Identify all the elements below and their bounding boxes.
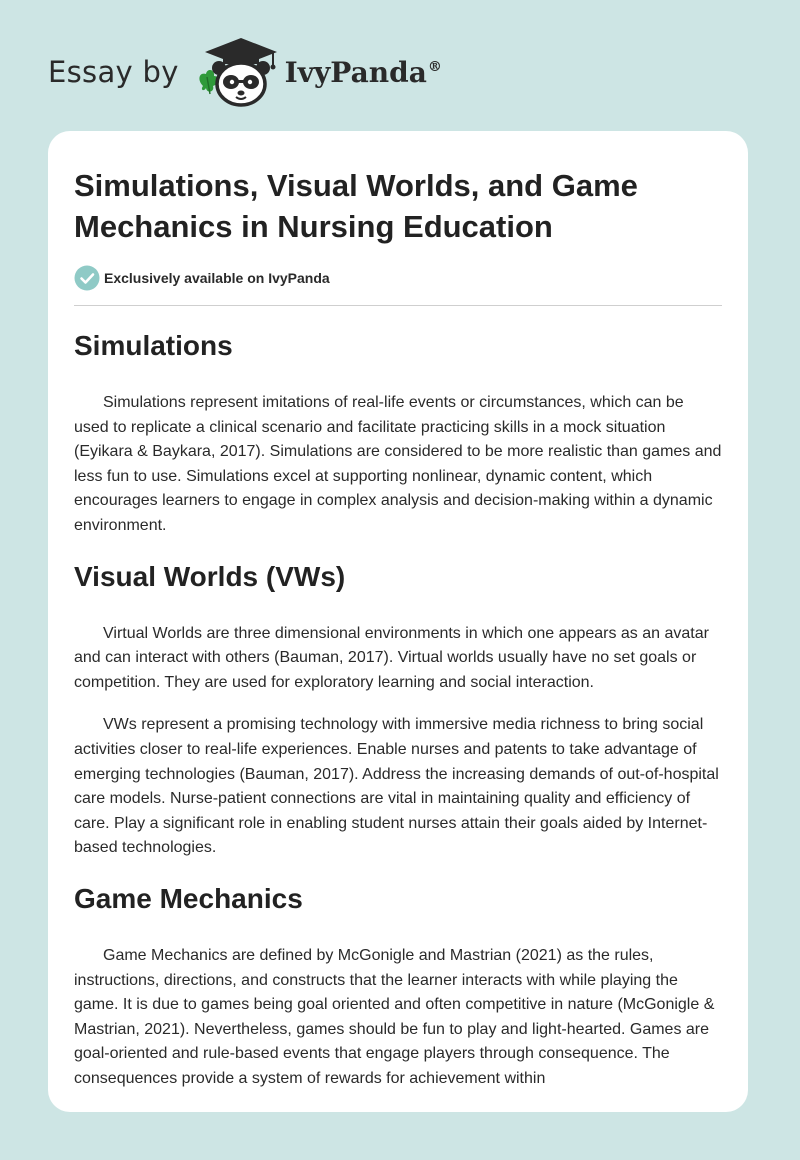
article-card	[48, 131, 748, 1112]
divider	[74, 305, 722, 306]
section-visual-worlds	[74, 561, 722, 861]
essay-by-label: Essay by	[48, 55, 179, 89]
exclusive-label: Exclusively available on IvyPanda	[104, 270, 330, 286]
paragraph: VWs represent a promising technology with immersive media richness to bring social activities closer to real-life experiences. Enable nurses and patents to take advantage of emerging technologies (Bauman, 2017). Address the increasing demands of out-of-hospital care models. Nurse-patient connections are vital in maintaining quality and efficiency of care. Play a significant role in enabling student nurses attain their goals aided by Internet-based technologies.	[74, 716, 719, 857]
paragraph: Simulations represent imitations of real-life events or circumstances, which can be used to replicate a clinical scenario and facilitate practicing skills in a mock situation (Eyikara & Baykara, 2017). Simulations are considered to be more realistic than games and less fun to use. Simulations excel at supporting nonlinear, dynamic content, which encourages learners to engage in complex analysis and decision-making within a dynamic environment.	[74, 394, 722, 534]
section-game-mechanics	[74, 883, 722, 1092]
paragraph: Game Mechanics are defined by McGonigle and Mastrian (2021) as the rules, instructions, directions, and constructs that the learner interacts with while playing the game. It is due to games being goal oriented and often competitive in nature (McGonigle & Mastrian, 2021). Nevertheless, games should be fun to play and light-hearted. Games are goal-oriented and rule-based events that engage players through consequence. The consequences provide a system of rewards for achievement within	[74, 946, 715, 1087]
section-heading: Game Mechanics	[74, 882, 303, 914]
paragraph: Virtual Worlds are three dimensional environments in which one appears as an avatar and can interact with others (Bauman, 2017). Virtual worlds usually have no set goals or competition. They are used for exploratory learning and social interaction.	[74, 624, 709, 691]
exclusive-badge	[74, 265, 722, 291]
section-heading: Visual Worlds (VWs)	[74, 560, 346, 592]
brand-name[interactable]: IvyPanda®	[284, 55, 442, 89]
section-heading: Simulations	[74, 330, 233, 361]
panda-graduate-icon[interactable]	[195, 36, 277, 108]
section-simulations	[74, 330, 722, 539]
check-circle-icon	[74, 265, 100, 291]
site-header	[48, 36, 442, 108]
registered-mark: ®	[427, 59, 442, 76]
page-title: Simulations, Visual Worlds, and Game Mechanics in Nursing Education	[74, 168, 638, 244]
